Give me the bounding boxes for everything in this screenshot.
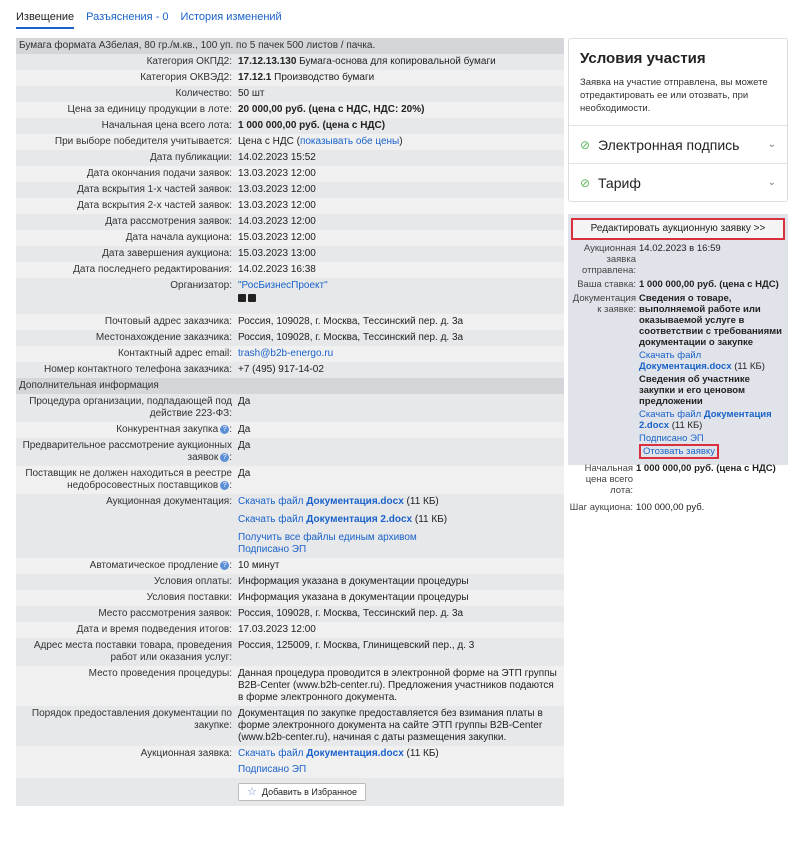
table-row — [16, 134, 564, 150]
table-row — [16, 314, 564, 330]
bid-label: Ваша ставка: — [577, 279, 636, 290]
edit-bid-button[interactable]: Редактировать аукционную заявку >> — [571, 218, 785, 240]
row-label: Порядок предоставления документации по закупке: — [16, 706, 235, 746]
link-prefix: Скачать файл — [238, 514, 307, 525]
row-value — [235, 54, 564, 70]
row-value: 13.03.2023 12:00 — [235, 198, 564, 214]
row-value — [235, 102, 564, 118]
file-name: Документация.docx — [639, 361, 732, 372]
bid-doc1-link[interactable] — [639, 350, 732, 372]
row-value — [235, 278, 564, 314]
row-label: Почтовый адрес заказчика: — [16, 314, 235, 330]
help-icon[interactable]: ? — [220, 561, 229, 570]
row-label: Дата последнего редактирования: — [16, 262, 235, 278]
label-text: Поставщик не должен находиться в реестре недобросовестных поставщиков — [25, 468, 232, 491]
row-value: 13.03.2023 12:00 — [235, 166, 564, 182]
row-label: Предварительное рассмотрение аукционных заявок ? : — [16, 438, 235, 466]
row-value: Документация по закупке предоставляется без взимания платы в форме электронного документа на сайте ЭТП группы B2B-Center (www.b2b-center.ru), начиная с даты размещения закупки. — [235, 706, 564, 746]
file-size: (11 КБ) — [412, 514, 448, 525]
bid-signed-link[interactable]: Подписано ЭП — [639, 433, 704, 444]
row-value: 10 минут — [235, 558, 564, 574]
link-prefix: Скачать файл — [238, 748, 307, 759]
row-label: Конкурентная закупка ? : — [16, 422, 235, 438]
star-icon: ☆ — [247, 786, 257, 798]
file-name: Документация 2.docx — [639, 409, 772, 431]
file-name: Документация.docx — [306, 496, 404, 507]
tab-notice[interactable]: Извещение — [16, 11, 74, 29]
signed-link[interactable]: Подписано ЭП — [238, 544, 307, 555]
row-value — [235, 746, 564, 778]
badge-icon[interactable] — [248, 294, 256, 302]
row-label: Дата рассмотрения заявок: — [16, 214, 235, 230]
row-value: 14.03.2023 12:00 — [235, 214, 564, 230]
check-circle-icon: ⊘ — [580, 137, 591, 152]
row-value: 17.03.2023 12:00 — [235, 622, 564, 638]
winner-price: Цена с НДС ( — [238, 136, 300, 147]
table-row — [16, 666, 564, 706]
unit-price: 20 000,00 руб. (цена с НДС, НДС: 20%) — [238, 104, 425, 115]
paren: ) — [399, 136, 403, 147]
lot-header: Бумага формата А3белая, 80 гр./м.кв., 100 уп. по 5 пачек 500 листов / пачка. — [16, 38, 564, 54]
tab-history[interactable]: История изменений — [180, 11, 282, 23]
revoke-bid-link[interactable]: Отозвать заявку — [639, 444, 719, 459]
row-value: 14.02.2023 16:38 — [235, 262, 564, 278]
row-label: Аукционная заявка: — [16, 746, 235, 778]
organizer-badges — [238, 294, 256, 302]
okved2-text: Производство бумаги — [274, 72, 375, 83]
download-doc2-link[interactable] — [238, 514, 412, 525]
help-icon[interactable]: ? — [220, 453, 229, 462]
accordion-label: Тариф — [598, 174, 641, 191]
help-icon[interactable]: ? — [220, 481, 229, 490]
row-label — [16, 778, 235, 806]
row-value: 50 шт — [235, 86, 564, 102]
label-text: Предварительное рассмотрение аукционных заявок — [22, 440, 232, 463]
bid-row — [571, 293, 785, 459]
tab-bar — [16, 11, 282, 29]
row-value: Информация указана в документации процедуры — [235, 574, 564, 590]
download-bid-doc-link[interactable] — [238, 748, 404, 759]
row-value: 13.03.2023 12:00 — [235, 182, 564, 198]
row-value: Россия, 109028, г. Москва, Тессинский пер. д. 3а — [235, 314, 564, 330]
bid-row — [568, 463, 788, 496]
table-row — [16, 346, 564, 362]
table-row — [16, 214, 564, 230]
row-value: Данная процедура проводится в электронной форме на ЭТП группы B2B-Center (www.b2b-center.ru). Предложения участников подаются в форме электронного документа. — [235, 666, 564, 706]
row-label: Место проведения процедуры: — [16, 666, 235, 706]
row-value: Да — [235, 422, 564, 438]
table-row — [16, 102, 564, 118]
okved2-code: 17.12.1 — [238, 72, 272, 83]
download-doc1-link[interactable] — [238, 496, 404, 507]
row-value — [235, 778, 564, 806]
row-label: Количество: — [16, 86, 235, 102]
row-value: Россия, 109028, г. Москва, Тессинский пер. д. 3а — [235, 330, 564, 346]
help-icon[interactable]: ? — [220, 425, 229, 434]
chevron-down-icon: ⌄ — [767, 139, 776, 150]
table-row — [16, 278, 564, 314]
row-label: Автоматическое продление ? : — [16, 558, 235, 574]
table-row — [16, 574, 564, 590]
row-value: +7 (495) 917-14-02 — [235, 362, 564, 378]
file-size: (11 КБ) — [403, 496, 439, 507]
row-label: Дата публикации: — [16, 150, 235, 166]
table-row — [16, 466, 564, 494]
row-value: Да — [235, 466, 564, 494]
table-row — [16, 778, 564, 806]
show-both-prices-link[interactable]: показывать обе цены — [299, 136, 400, 147]
table-row — [16, 166, 564, 182]
file-size: (11 КБ) — [669, 420, 703, 431]
row-label: Дата вскрытия 2-х частей заявок: — [16, 198, 235, 214]
conditions-desc: Заявка на участие отправлена, вы можете отредактировать ее или отозвать, при необходимости. — [580, 77, 768, 114]
row-value — [235, 134, 564, 150]
bid-value — [636, 463, 788, 496]
bid-label: Аукционная заявка отправлена: — [582, 243, 636, 276]
bid-panel — [568, 214, 788, 465]
row-value: 14.02.2023 15:52 — [235, 150, 564, 166]
label-text: Конкурентная закупка — [116, 424, 219, 435]
start-value: 1 000 000,00 руб. (цена с НДС) — [636, 463, 776, 474]
okpd2-text: Бумага-основа для копировальной бумаги — [299, 56, 496, 67]
table-row — [16, 198, 564, 214]
row-label: Дата начала аукциона: — [16, 230, 235, 246]
table-row — [16, 150, 564, 166]
row-label: Условия оплаты: — [16, 574, 235, 590]
row-label: Аукционная документация: — [16, 494, 235, 558]
doc1-title: Сведения о товаре, выполняемой работе или оказываемой услуге в соответствии с требованиями документации о закупке — [639, 293, 782, 348]
table-row — [16, 70, 564, 86]
accordion-label: Электронная подпись — [598, 136, 740, 153]
table-row — [16, 246, 564, 262]
row-label: Место рассмотрения заявок: — [16, 606, 235, 622]
tab-clarifications[interactable]: Разъяснения - 0 — [86, 11, 169, 23]
row-label: При выборе победителя учитывается: — [16, 134, 235, 150]
row-value: Да — [235, 394, 564, 422]
row-label: Номер контактного телефона заказчика: — [16, 362, 235, 378]
table-row — [16, 362, 564, 378]
bid-label: Начальная цена всего лота: — [584, 463, 633, 496]
notice-table — [16, 38, 564, 806]
table-row — [16, 622, 564, 638]
file-name: Документация 2.docx — [306, 514, 413, 525]
bid-row — [568, 502, 788, 513]
extra-rows — [16, 394, 564, 806]
table-row — [16, 182, 564, 198]
start-price: 1 000 000,00 руб. (цена с НДС) — [238, 120, 386, 131]
table-row — [16, 394, 564, 422]
row-label: Дата завершения аукциона: — [16, 246, 235, 262]
link-prefix: Скачать файл — [639, 350, 702, 361]
table-row — [16, 118, 564, 134]
file-size: (11 КБ) — [731, 361, 765, 372]
row-label: Адрес места поставки товара, проведения работ или оказания услуг: — [16, 638, 235, 666]
row-label: Цена за единицу продукции в лоте: — [16, 102, 235, 118]
doc2-title: Сведения об участнике закупки и его ценовом предложении — [639, 374, 750, 407]
table-row — [16, 494, 564, 558]
row-value: Информация указана в документации процедуры — [235, 590, 564, 606]
table-row — [16, 606, 564, 622]
conditions-panel — [568, 38, 788, 202]
row-label: Контактный адрес email: — [16, 346, 235, 362]
row-value — [235, 494, 564, 558]
table-row — [16, 230, 564, 246]
table-row — [16, 590, 564, 606]
row-label: Категория ОКПД2: — [16, 54, 235, 70]
row-label: Местонахождение заказчика: — [16, 330, 235, 346]
table-row — [16, 558, 564, 574]
tariff-accordion[interactable] — [569, 163, 787, 201]
lot-rows — [16, 54, 564, 378]
table-row — [16, 746, 564, 778]
okpd2-code: 17.12.13.130 — [238, 56, 297, 67]
bid-value — [639, 279, 785, 290]
row-label: Начальная цена всего лота: — [16, 118, 235, 134]
bid-row — [571, 279, 785, 290]
download-archive-link[interactable]: Получить все файлы единым архивом — [238, 532, 417, 543]
table-row — [16, 706, 564, 746]
table-row — [16, 54, 564, 70]
favorite-label: Добавить в Избранное — [261, 787, 358, 797]
bid-row — [571, 243, 785, 276]
bid-label: Шаг аукциона: — [569, 502, 633, 513]
row-value: Россия, 109028, г. Москва, Тессинский пер. д. 3а — [235, 606, 564, 622]
table-row — [16, 86, 564, 102]
table-row — [16, 422, 564, 438]
extra-info-header: Дополнительная информация — [16, 378, 564, 394]
badge-icon[interactable] — [238, 294, 246, 302]
check-circle-icon: ⊘ — [580, 175, 591, 190]
link-prefix: Скачать файл — [238, 496, 307, 507]
table-row — [16, 262, 564, 278]
bid-signed-link[interactable]: Подписано ЭП — [238, 764, 307, 775]
add-favorite-button[interactable] — [238, 783, 366, 801]
table-row — [16, 330, 564, 346]
row-value — [235, 118, 564, 134]
row-value: Да — [235, 438, 564, 466]
rate-value: 1 000 000,00 руб. (цена с НДС) — [639, 279, 779, 290]
bid-value: 14.02.2023 в 16:59 — [639, 243, 721, 254]
row-label: Условия поставки: — [16, 590, 235, 606]
bid-doc2-link[interactable] — [639, 409, 772, 431]
bid-summary — [568, 461, 788, 513]
row-label: Процедура организации, подпадающей под действие 223-ФЗ: — [16, 394, 235, 422]
label-text: Автоматическое продление — [89, 560, 219, 571]
bid-label: Документация к заявке: — [572, 293, 636, 315]
file-size: (11 КБ) — [403, 748, 439, 759]
link-prefix: Скачать файл — [639, 409, 704, 420]
bid-value — [639, 293, 785, 459]
row-label: Поставщик не должен находиться в реестре недобросовестных поставщиков ? : — [16, 466, 235, 494]
organizer-link[interactable]: "РосБизнесПроект" — [238, 280, 328, 291]
row-value: Россия, 125009, г. Москва, Глинищевский пер., д. 3 — [235, 638, 564, 666]
chevron-down-icon: ⌄ — [767, 177, 776, 188]
row-label: Дата и время подведения итогов: — [16, 622, 235, 638]
row-value — [235, 346, 564, 362]
row-label: Категория ОКВЭД2: — [16, 70, 235, 86]
bid-value: 100 000,00 руб. — [636, 502, 705, 513]
row-label: Организатор: — [16, 278, 235, 314]
row-label: Дата вскрытия 1-х частей заявок: — [16, 182, 235, 198]
row-value — [235, 70, 564, 86]
conditions-title: Условия участия — [580, 50, 706, 67]
email-link[interactable]: trash@b2b-energo.ru — [238, 348, 334, 359]
file-name: Документация.docx — [306, 748, 404, 759]
table-row — [16, 438, 564, 466]
row-value: 15.03.2023 12:00 — [235, 230, 564, 246]
row-value: 15.03.2023 13:00 — [235, 246, 564, 262]
table-row — [16, 638, 564, 666]
row-label: Дата окончания подачи заявок: — [16, 166, 235, 182]
signature-accordion[interactable] — [569, 125, 787, 163]
